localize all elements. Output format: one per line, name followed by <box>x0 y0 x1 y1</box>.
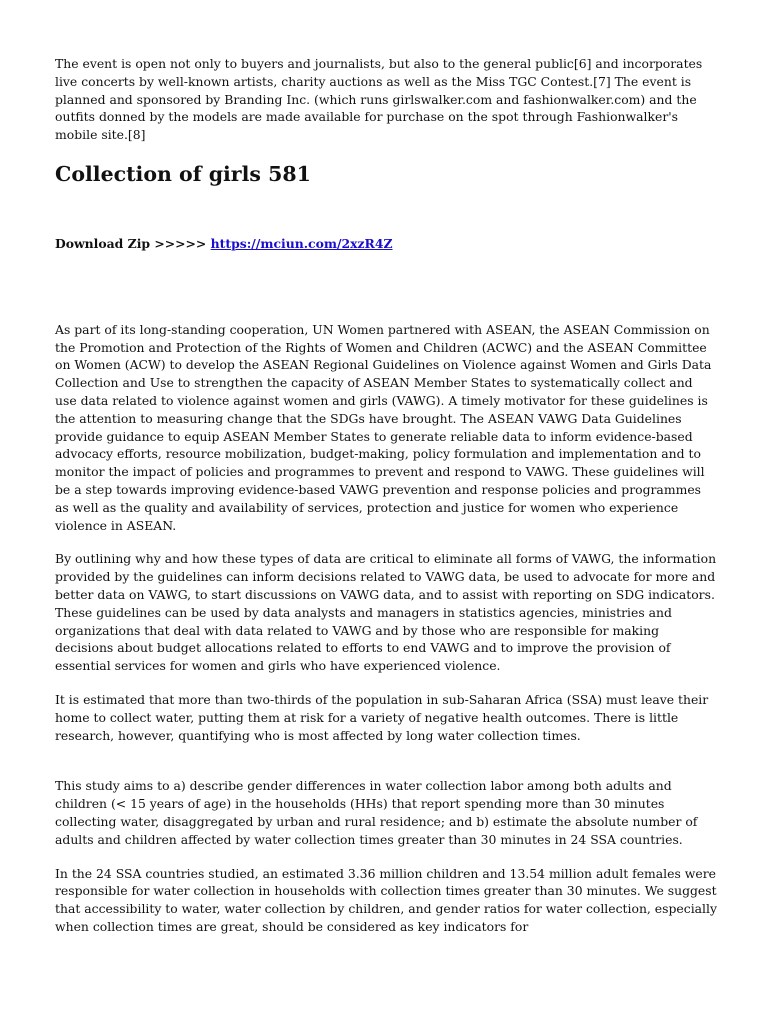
download-label: Download Zip >>>>> <box>55 235 211 251</box>
body-paragraph-3: It is estimated that more than two-thirds of the population in sub-Saharan Africa (SSA) must leave their home to collect water, putting them at risk for a variety of negative health outcomes. There is little research, however, quantifying who is most affected by long water collection times. <box>55 691 709 743</box>
document-content <box>55 55 717 936</box>
body-paragraph-1: As part of its long-standing cooperation, UN Women partnered with ASEAN, the ASEAN Commission on the Promotion and Protection of the Rights of Women and Children (ACWC) and the ASEAN Committee on Women (ACW) to develop the ASEAN Regional Guidelines on Violence against Women and Girls Data Collection and Use to strengthen the capacity of ASEAN Member States to systematically collect and use data related to violence against women and girls (VAWG). A timely motivator for these guidelines is the attention to measuring change that the SDGs have brought. The ASEAN VAWG Data Guidelines provide guidance to equip ASEAN Member States to generate reliable data to inform evidence-based advocacy efforts, resource mobilization, budget-making, policy formulation and implementation and to monitor the impact of policies and programmes to prevent and respond to VAWG. These guidelines will be a step towards improving evidence-based VAWG prevention and response policies and programmes as well as the quality and availability of services, protection and justice for women who experience violence in ASEAN. <box>55 321 712 533</box>
download-line <box>55 235 717 253</box>
intro-paragraph: The event is open not only to buyers and journalists, but also to the general public[6] and incorporates live concerts by well-known artists, charity auctions as well as the Miss TGC Contest.[7] The event is planned and sponsored by Branding Inc. (which runs girlswalker.com and fashionwalker.com) and the outfits donned by the models are made available for purchase on the spot through Fashionwalker's mobile site.[8] <box>55 56 703 143</box>
body-paragraph-4: This study aims to a) describe gender differences in water collection labor among both adults and children (< 15 years of age) in the households (HHs) that report spending more than 30 minutes collecting water, disaggregated by urban and rural residence; and b) estimate the absolute number of adults and children affected by water collection times greater than 30 minutes in 24 SSA countries. <box>55 778 698 847</box>
page-title: Collection of girls 581 <box>55 161 311 186</box>
body-paragraph-5: In the 24 SSA countries studied, an estimated 3.36 million children and 13.54 million adult females were responsible for water collection in households with collection times greater than 30 minutes. We suggest that accessibility to water, water collection by children, and gender ratios for water collection, especially when collection times are great, should be considered as key indicators for <box>55 865 717 934</box>
download-link[interactable]: https://mciun.com/2xzR4Z <box>210 235 393 251</box>
body-paragraph-2: By outlining why and how these types of data are critical to eliminate all forms of VAWG, the information provided by the guidelines can inform decisions related to VAWG data, be used to advocate for more and better data on VAWG, to start discussions on VAWG data, and to assist with reporting on SDG indicators. These guidelines can be used by data analysts and managers in statistics agencies, ministries and organizations that deal with data related to VAWG and by those who are responsible for making decisions about budget allocations related to efforts to end VAWG and to improve the provision of essential services for women and girls who have experienced violence. <box>55 551 717 674</box>
